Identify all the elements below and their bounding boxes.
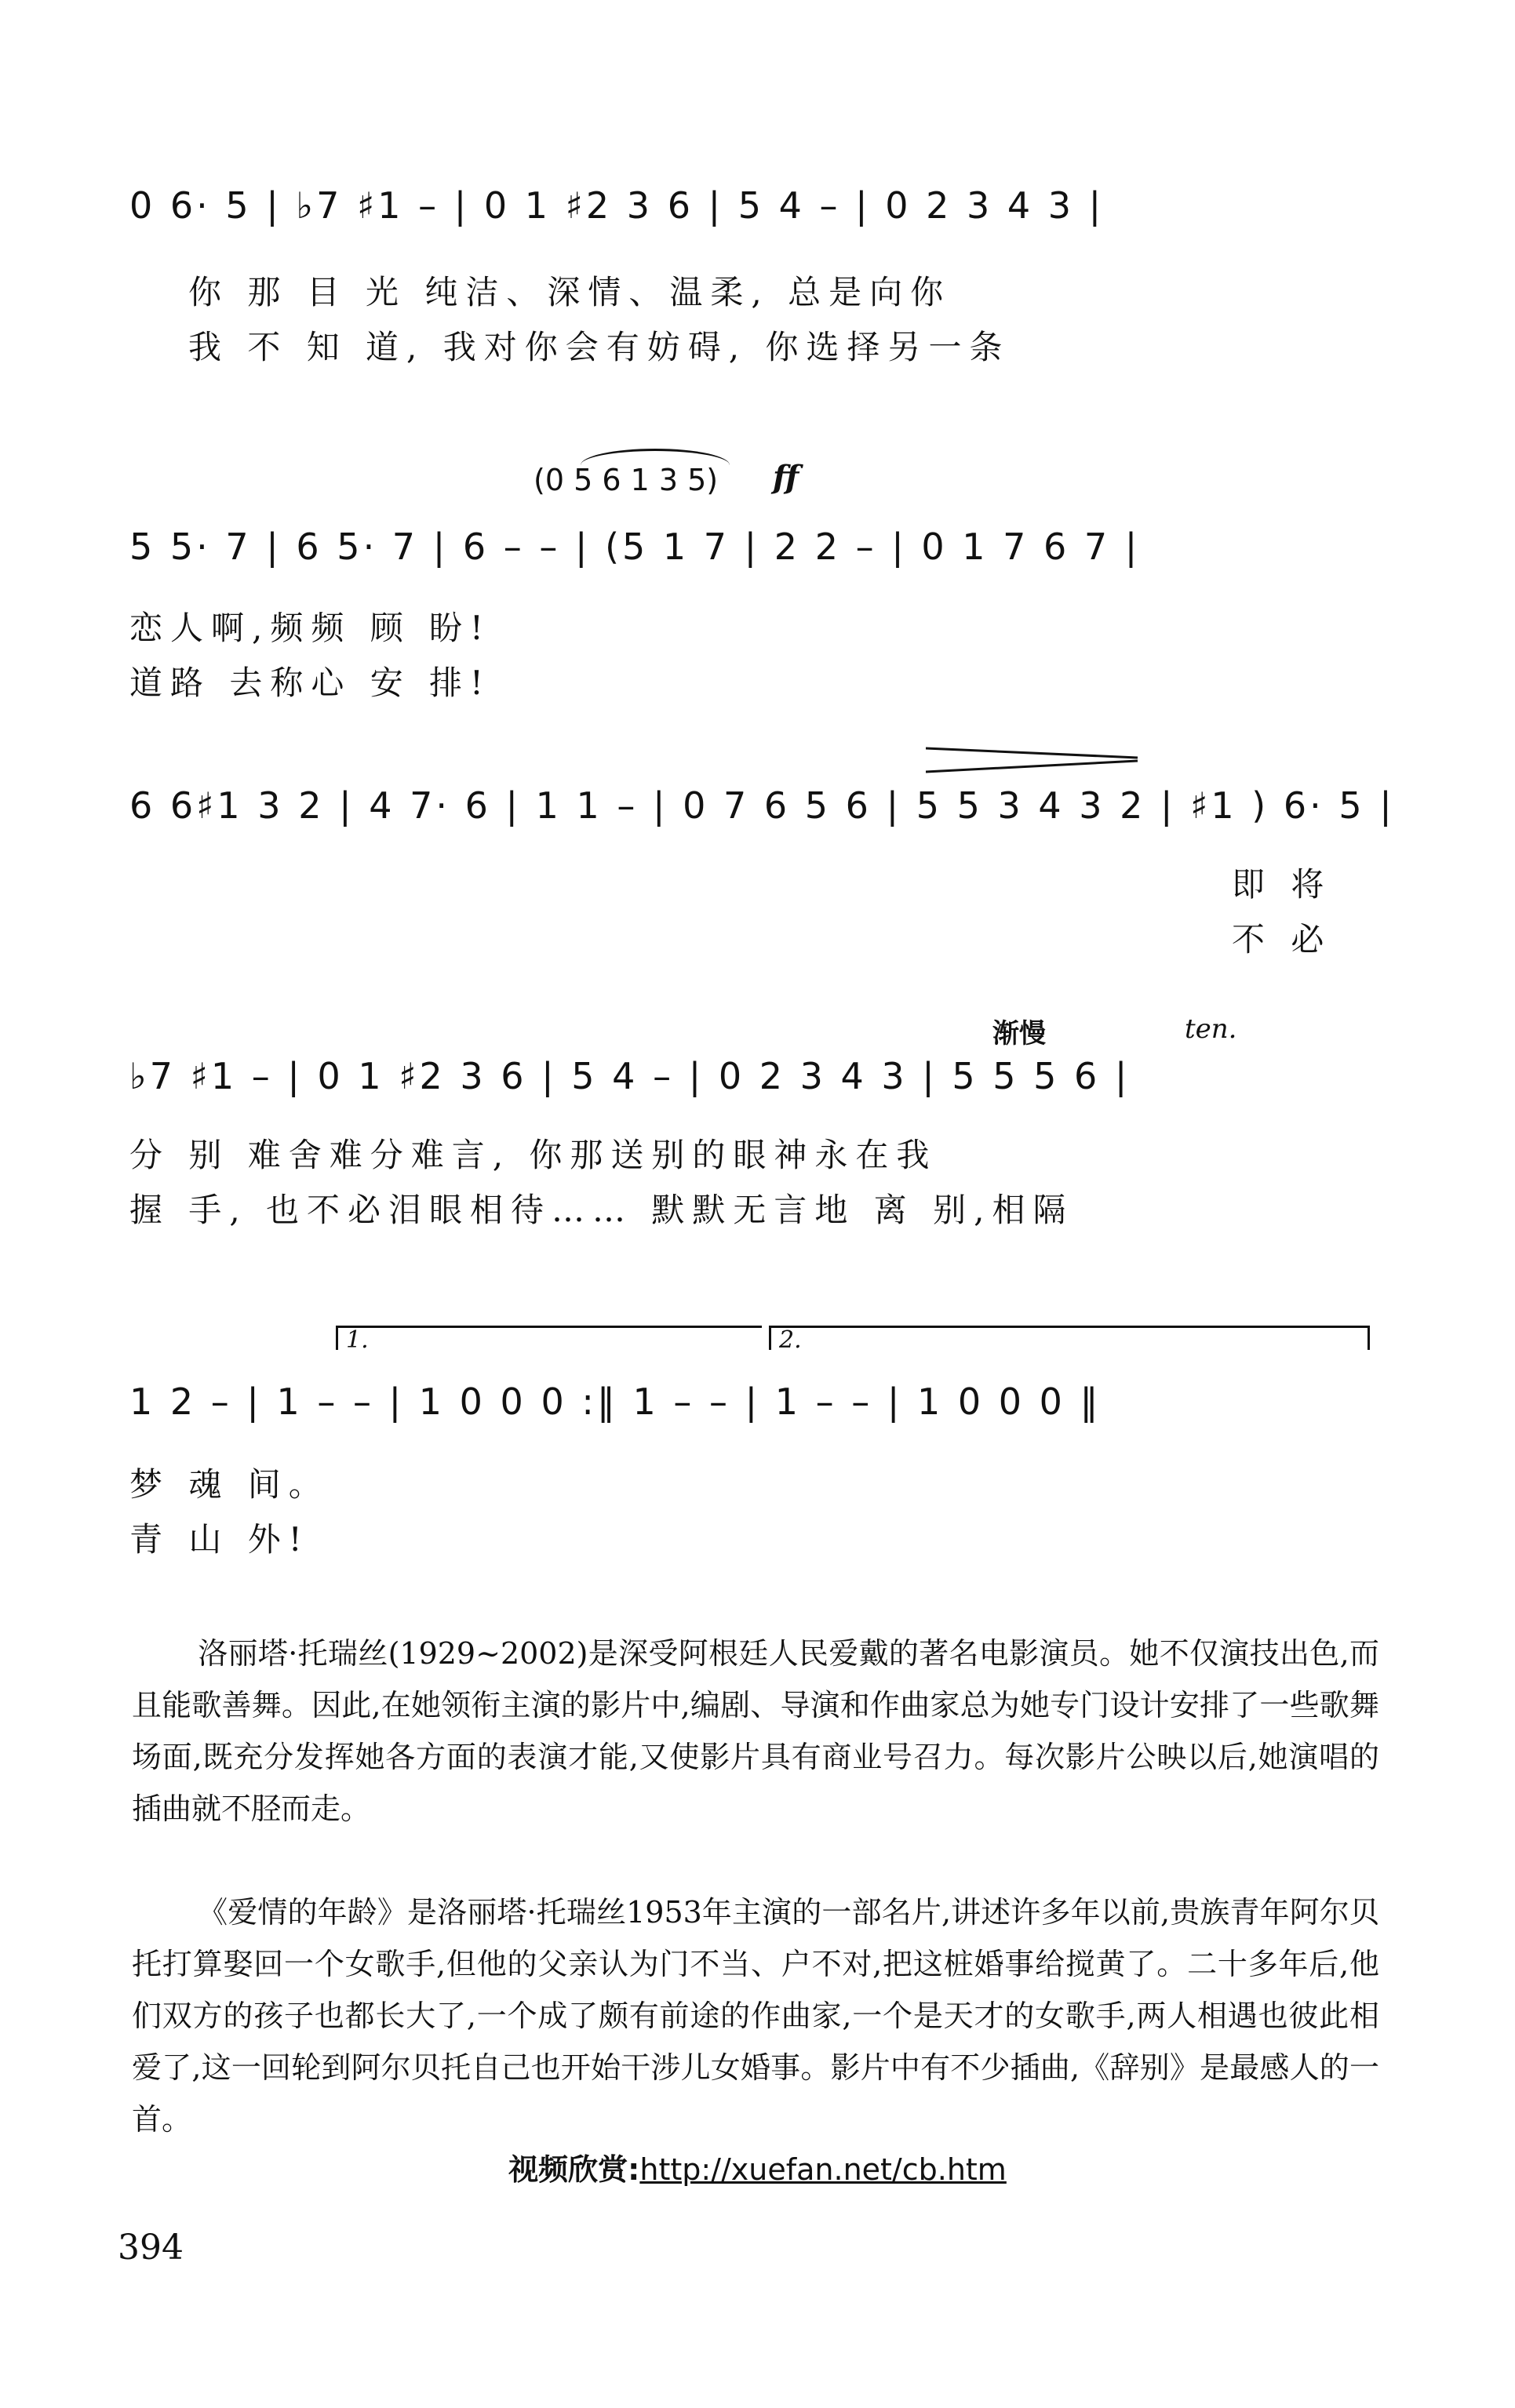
score-system-2-dynamic: ff: [773, 459, 799, 496]
score-system-4-notation: ♭7 ♯1 – | 0 1 ♯2 3 6 | 5 4 – | 0 2 3 4 3 | 5 5 5 6 |: [129, 1055, 1131, 1097]
video-label: 视频欣赏:: [508, 2152, 640, 2187]
score-system-2-prefix-slur: [581, 449, 730, 465]
score-system-5-notation: 1 2 – | 1 – – | 1 0 0 0 :‖ 1 – – | 1 – – | 1 0 0 0 ‖: [129, 1380, 1102, 1423]
volta-2-label: 2.: [779, 1326, 802, 1354]
score-system-2-lyric-verse-1: 恋人啊,频频 顾 盼!: [129, 609, 491, 647]
score-system-1-notation: 0 6· 5 | ♭7 ♯1 – | 0 1 ♯2 3 6 | 5 4 – | 0 2 3 4 3 |: [129, 184, 1105, 227]
score-system-1-lyric-verse-2: 我 不 知 道, 我对你会有妨碍, 你选择另一条: [188, 328, 1011, 366]
score-system-3-lyric-verse-2: 不 必: [1232, 920, 1332, 958]
score-system-5-volta-1: [336, 1326, 762, 1354]
score-system-3-lyric-verse-1: 即 将: [1232, 865, 1332, 904]
score-system-4-tempo-marking: 渐慢: [992, 1018, 1046, 1049]
score-system-2-notation: 5 5· 7 | 6 5· 7 | 6 – – | (5 1 7 | 2 2 – | 0 1 7 6 7 |: [129, 526, 1141, 568]
score-system-4-articulation: ten.: [1185, 1013, 1237, 1045]
article-paragraph-1: [132, 1628, 1379, 1835]
article-paragraph-2: [132, 1886, 1379, 2145]
score-system-1-lyric-verse-1: 你 那 目 光 纯洁、深情、温柔, 总是向你: [188, 273, 952, 311]
score-system-5-volta-2: [769, 1326, 1370, 1354]
video-link-line: [0, 2145, 1515, 2188]
page-number: 394: [118, 2228, 184, 2268]
score-system-3-notation: 6 6♯1 3 2 | 4 7· 6 | 1 1 – | 0 7 6 5 6 | 5 5 3 4 3 2 | ♯1 ) 6· 5 |: [129, 784, 1395, 827]
paragraph-1-text: 洛丽塔·托瑞丝(1929~2002)是深受阿根廷人民爱戴的著名电影演员。她不仅演技出色,而且能歌善舞。因此,在她领衔主演的影片中,编剧、导演和作曲家总为她专门设计安排了一些歌舞场面,既充分发挥她各方面的表演才能,又使影片具有商业号召力。每次影片公映以后,她演唱的插曲就不胫而走。: [132, 1636, 1379, 1826]
volta-1-label: 1.: [346, 1326, 369, 1354]
score-system-5-lyric-verse-1: 梦 魂 间。: [129, 1465, 330, 1504]
score-system-5-lyric-verse-2: 青 山 外!: [129, 1520, 310, 1559]
score-system-4-lyric-verse-2: 握 手, 也不必泪眼相待…… 默默无言地 离 别,相隔: [129, 1191, 1074, 1229]
score-system-4-lyric-verse-1: 分 别 难舍难分难言, 你那送别的眼神永在我: [129, 1136, 938, 1174]
score-system-2-prefix-figure: (0 5 6 1 3 5): [534, 463, 719, 497]
video-url-link[interactable]: http://xuefan.net/cb.htm: [639, 2152, 1007, 2187]
score-system-2-lyric-verse-2: 道路 去称心 安 排!: [129, 664, 491, 702]
paragraph-2-text: 《爱情的年龄》是洛丽塔·托瑞丝1953年主演的一部名片,讲述许多年以前,贵族青年阿尔贝托打算娶回一个女歌手,但他的父亲认为门不当、户不对,把这桩婚事给搅黄了。二十多年后,他们双方的孩子也都长大了,一个成了颇有前途的作曲家,一个是天才的女歌手,两人相遇也彼此相爱了,这一回轮到阿尔贝托自己也开始干涉儿女婚事。影片中有不少插曲,《辞别》是最感人的一首。: [132, 1895, 1379, 2137]
score-system-3-decrescendo: [926, 745, 1145, 777]
